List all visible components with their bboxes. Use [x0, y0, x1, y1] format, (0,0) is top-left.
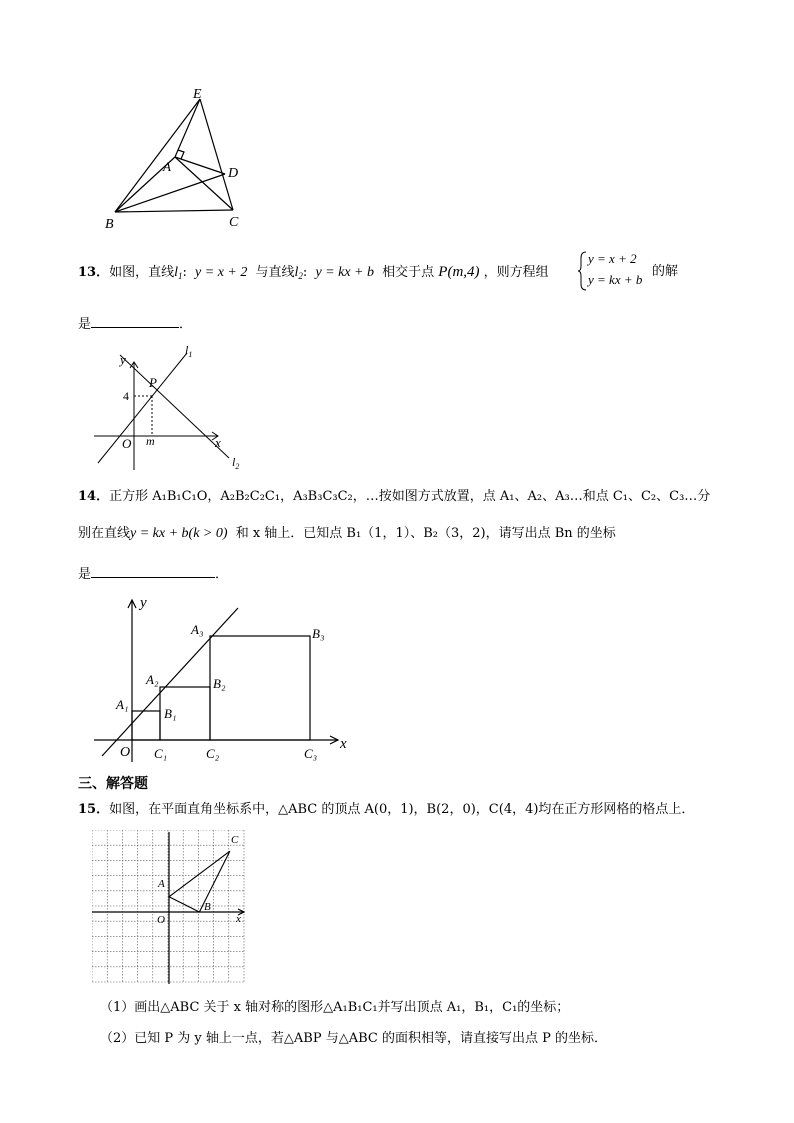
q13-equation-1: y = x + 2 — [195, 265, 248, 280]
q13-line2 — [78, 313, 192, 334]
fig13-label-P: P — [149, 375, 157, 390]
q15-part1: （1）画出△ABC 关于 x 轴对称的图形△A₁B₁C₁并写出顶点 A₁，B₁，C₁的坐标； — [100, 1000, 570, 1015]
fig13-label-m: m — [146, 434, 155, 448]
q15-line1 — [78, 801, 694, 819]
q14-line2 — [78, 525, 616, 543]
grid-lines — [92, 830, 244, 982]
fig14-label-x: x — [340, 736, 347, 752]
fig14-label-B3: B₃ — [312, 626, 325, 641]
fig14-label-A3: A₃ — [191, 622, 204, 637]
fig12-label-E: E — [193, 87, 202, 102]
fig15-label-A: A — [158, 878, 165, 890]
q14-end: ． — [215, 567, 229, 582]
fig13-label-x: x — [215, 435, 221, 450]
q14-text-3: 是 — [78, 567, 92, 582]
q14-line3 — [78, 563, 228, 584]
q13-equation-2: y = kx + b — [315, 265, 374, 280]
q14-text-2b: 和 x 轴上．已知点 B₁（1，1）、B₂（3，2)，请写出点 Bn 的坐标 — [235, 526, 616, 541]
fig14-label-C3: C₃ — [304, 746, 318, 761]
fig13-diagram — [92, 342, 252, 474]
q13-number: 13． — [78, 265, 110, 280]
q13-l1: $l_1$ — [174, 265, 183, 281]
fig14-label-C1: C₁ — [154, 746, 168, 761]
fig13-label-O: O — [122, 436, 132, 451]
q13-system-eq2: y = kx + b — [588, 272, 643, 287]
fig12-label-A: A — [163, 159, 171, 174]
fig12-diagram — [95, 85, 255, 235]
q13-colon1: : — [182, 265, 187, 280]
fig15-grid — [92, 830, 248, 986]
q15-text: 如图，在平面直角坐标系中，△ABC 的顶点 A(0，1)，B(2，0)，C(4，4)均在正方形网格的格点上． — [109, 802, 695, 817]
q15-number: 15． — [78, 802, 110, 817]
q13-line1 — [78, 263, 549, 282]
q13-answer-blank[interactable] — [91, 313, 179, 328]
q13-text-4: ，则方程组 — [483, 265, 549, 280]
q13-text-3: 相交于点 — [382, 265, 435, 280]
q13-text-6: 是 — [78, 317, 92, 332]
q13-point-P: P(m,4) — [438, 264, 480, 280]
fig14-label-B1: B₁ — [164, 706, 177, 721]
fig15-label-x: x — [236, 913, 241, 925]
q13-brace — [578, 251, 588, 291]
q13-text-2: 与直线 — [255, 265, 295, 280]
q14-text-1: 正方形 A₁B₁C₁O，A₂B₂C₂C₁，A₃B₃C₃C₂，…按如图方式放置，点 A₁、A₂、A₃…和点 C₁、C₂、C₃…分 — [109, 489, 711, 504]
fig15-label-O: O — [157, 914, 165, 926]
fig13-label-y: y — [120, 352, 126, 367]
q14-line1 — [78, 488, 710, 506]
fig14-label-A1: A₁ — [116, 697, 129, 712]
fig14-label-B2: B₂ — [213, 676, 226, 691]
fig14-label-y: y — [140, 595, 147, 611]
q13-text-1: 如图，直线 — [109, 265, 175, 280]
q13-system-eq1: y = x + 2 — [588, 251, 637, 266]
q13-colon2: : — [302, 265, 308, 280]
fig12-label-B: B — [105, 217, 114, 232]
q14-number: 14． — [78, 489, 110, 504]
q13-text-5: 的解 — [652, 264, 679, 279]
fig12-label-C: C — [229, 215, 239, 230]
fig12-label-D: D — [228, 166, 239, 181]
fig13-label-l2: $l_2$ — [232, 455, 240, 471]
q13-system — [578, 251, 648, 291]
fig13-label-l1: $l_1$ — [185, 343, 193, 359]
q14-answer-blank[interactable] — [91, 563, 215, 578]
fig15-label-B: B — [204, 901, 211, 913]
section-title: 三、解答题 — [78, 776, 148, 792]
fig14-label-O: O — [120, 745, 131, 760]
q14-line-equation: y = kx + b(k > 0) — [130, 526, 228, 541]
triangle-ABC — [169, 851, 230, 912]
fig15-label-C: C — [231, 834, 239, 846]
fig14-diagram — [90, 592, 360, 764]
q13-l2: $l_2$ — [294, 265, 303, 281]
fig14-label-A2: A₂ — [146, 672, 159, 687]
q13-end: ． — [179, 317, 193, 332]
fig13-label-4: 4 — [123, 389, 129, 403]
q15-part2: （2）已知 P 为 y 轴上一点，若△ABP 与△ABC 的面积相等，请直接写出点 P 的坐标． — [100, 1031, 607, 1046]
fig14-label-C2: C₂ — [206, 746, 220, 761]
q14-text-2a: 别在直线 — [78, 526, 131, 541]
